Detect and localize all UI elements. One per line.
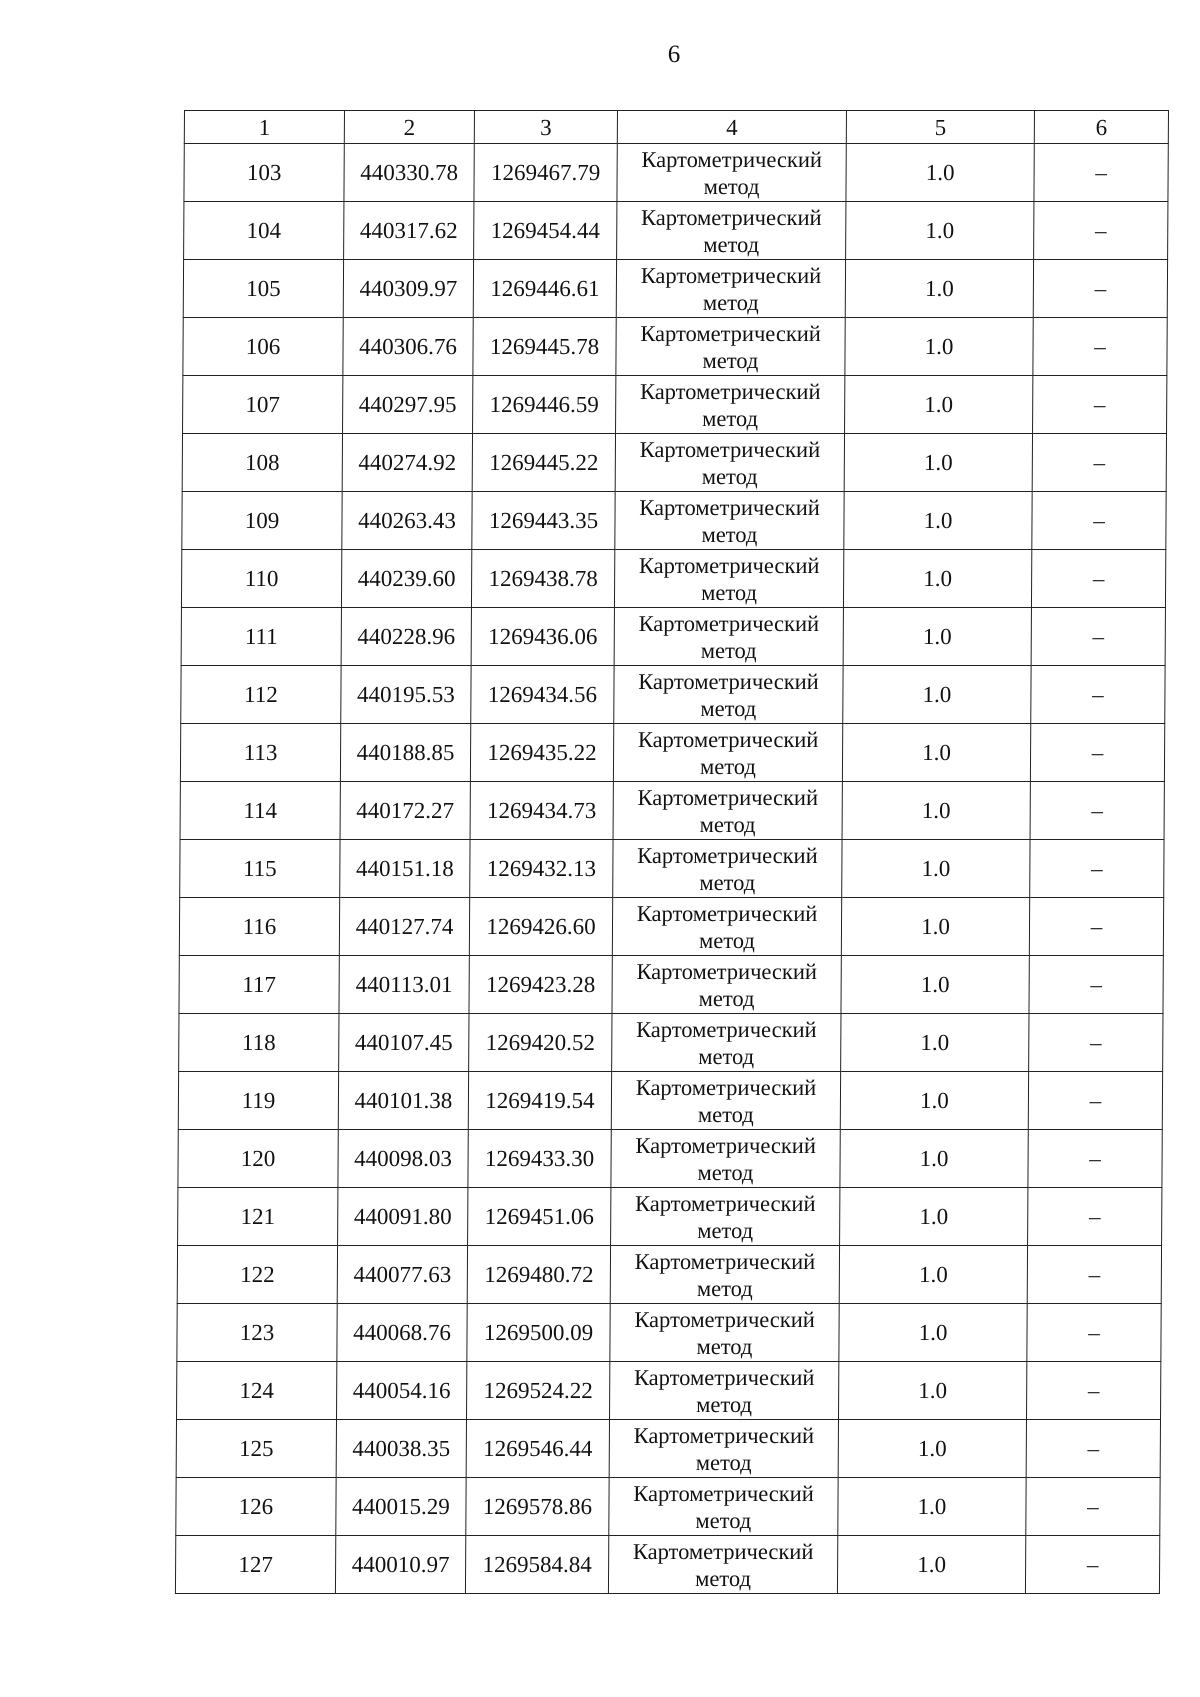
table-row bbox=[180, 782, 1164, 840]
method-cell bbox=[612, 956, 841, 1014]
method-line-1: Картометрический bbox=[632, 1538, 814, 1564]
note-cell: – bbox=[1032, 434, 1166, 492]
column-header-6: 6 bbox=[1034, 111, 1168, 144]
method-line-1: Картометрический bbox=[639, 378, 821, 404]
method-line-1: Картометрический bbox=[639, 436, 821, 462]
page-number: 6 bbox=[667, 41, 681, 68]
accuracy-cell: 1.0 bbox=[846, 202, 1034, 260]
x-coordinate-cell: 440015.29 bbox=[336, 1478, 466, 1536]
point-number-cell: 114 bbox=[180, 782, 340, 840]
point-number-cell: 124 bbox=[177, 1362, 337, 1420]
method-line-1: Картометрический bbox=[638, 610, 820, 636]
x-coordinate-cell: 440239.60 bbox=[341, 550, 471, 608]
table-row bbox=[180, 724, 1164, 782]
method-cell bbox=[614, 608, 843, 666]
method-line-2: метод bbox=[696, 1391, 753, 1417]
y-coordinate-cell: 1269467.79 bbox=[474, 144, 617, 202]
method-line-2: метод bbox=[695, 1507, 752, 1533]
table-row bbox=[177, 1246, 1161, 1304]
x-coordinate-cell: 440054.16 bbox=[337, 1362, 467, 1420]
note-cell: – bbox=[1030, 782, 1164, 840]
method-line-2: метод bbox=[700, 637, 757, 663]
method-cell bbox=[613, 724, 842, 782]
method-line-2: метод bbox=[701, 463, 758, 489]
table-row bbox=[182, 434, 1166, 492]
table-row bbox=[176, 1420, 1160, 1478]
method-cell bbox=[609, 1420, 838, 1478]
method-cell bbox=[610, 1362, 839, 1420]
accuracy-cell: 1.0 bbox=[838, 1478, 1026, 1536]
x-coordinate-cell: 440228.96 bbox=[341, 608, 471, 666]
y-coordinate-cell: 1269434.56 bbox=[471, 666, 614, 724]
x-coordinate-cell: 440098.03 bbox=[338, 1130, 468, 1188]
y-coordinate-cell: 1269434.73 bbox=[470, 782, 613, 840]
note-cell: – bbox=[1031, 608, 1165, 666]
table-row bbox=[181, 550, 1165, 608]
note-cell: – bbox=[1030, 724, 1164, 782]
method-line-1: Картометрический bbox=[634, 1190, 816, 1216]
y-coordinate-cell: 1269524.22 bbox=[467, 1362, 610, 1420]
method-line-2: метод bbox=[700, 695, 757, 721]
table-row bbox=[180, 840, 1164, 898]
method-line-2: метод bbox=[695, 1449, 752, 1475]
x-coordinate-cell: 440107.45 bbox=[339, 1014, 469, 1072]
method-line-1: Картометрический bbox=[641, 146, 823, 172]
accuracy-cell: 1.0 bbox=[839, 1246, 1027, 1304]
accuracy-cell: 1.0 bbox=[840, 1130, 1028, 1188]
note-cell: – bbox=[1032, 492, 1166, 550]
x-coordinate-cell: 440306.76 bbox=[343, 318, 473, 376]
point-number-cell: 109 bbox=[182, 492, 342, 550]
point-number-cell: 103 bbox=[184, 144, 344, 202]
point-number-cell: 105 bbox=[183, 260, 343, 318]
method-line-2: метод bbox=[702, 405, 759, 431]
point-number-cell: 111 bbox=[181, 608, 341, 666]
y-coordinate-cell: 1269435.22 bbox=[470, 724, 613, 782]
x-coordinate-cell: 440068.76 bbox=[337, 1304, 467, 1362]
method-cell bbox=[610, 1246, 839, 1304]
method-line-2: метод bbox=[696, 1275, 753, 1301]
accuracy-cell: 1.0 bbox=[846, 144, 1034, 202]
note-cell: – bbox=[1029, 956, 1163, 1014]
method-cell bbox=[616, 260, 845, 318]
method-line-1: Картометрический bbox=[636, 900, 818, 926]
method-cell bbox=[616, 318, 845, 376]
note-cell: – bbox=[1028, 1188, 1162, 1246]
table-row bbox=[184, 202, 1168, 260]
method-line-1: Картометрический bbox=[636, 958, 818, 984]
note-cell: – bbox=[1033, 376, 1167, 434]
x-coordinate-cell: 440188.85 bbox=[340, 724, 470, 782]
column-header-3: 3 bbox=[474, 111, 617, 144]
method-line-2: метод bbox=[699, 869, 756, 895]
method-cell bbox=[615, 492, 844, 550]
y-coordinate-cell: 1269451.06 bbox=[468, 1188, 611, 1246]
y-coordinate-cell: 1269438.78 bbox=[471, 550, 614, 608]
point-number-cell: 119 bbox=[178, 1072, 338, 1130]
method-line-1: Картометрический bbox=[634, 1248, 816, 1274]
note-cell: – bbox=[1027, 1304, 1161, 1362]
method-cell bbox=[610, 1304, 839, 1362]
y-coordinate-cell: 1269584.84 bbox=[465, 1536, 608, 1594]
table-row bbox=[176, 1478, 1160, 1536]
point-number-cell: 127 bbox=[175, 1536, 335, 1594]
method-cell bbox=[617, 144, 846, 202]
note-cell: – bbox=[1025, 1536, 1159, 1594]
y-coordinate-cell: 1269578.86 bbox=[466, 1478, 609, 1536]
method-line-2: метод bbox=[697, 1159, 754, 1185]
accuracy-cell: 1.0 bbox=[843, 550, 1031, 608]
column-header-5: 5 bbox=[846, 111, 1034, 144]
accuracy-cell: 1.0 bbox=[839, 1362, 1027, 1420]
method-line-1: Картометрический bbox=[637, 726, 819, 752]
y-coordinate-cell: 1269436.06 bbox=[471, 608, 614, 666]
note-cell: – bbox=[1027, 1246, 1161, 1304]
y-coordinate-cell: 1269446.59 bbox=[473, 376, 616, 434]
method-line-1: Картометрический bbox=[641, 204, 822, 230]
method-cell bbox=[616, 376, 845, 434]
method-line-1: Картометрический bbox=[633, 1480, 814, 1506]
method-line-2: метод bbox=[697, 1101, 754, 1127]
method-cell bbox=[617, 202, 846, 260]
note-cell: – bbox=[1029, 898, 1163, 956]
method-line-2: метод bbox=[700, 753, 756, 779]
method-line-1: Картометрический bbox=[633, 1422, 815, 1448]
method-cell bbox=[611, 1188, 840, 1246]
x-coordinate-cell: 440330.78 bbox=[344, 144, 474, 202]
x-coordinate-cell: 440101.38 bbox=[338, 1072, 468, 1130]
table-row bbox=[179, 898, 1163, 956]
method-line-1: Картометрический bbox=[637, 784, 819, 810]
method-line-1: Картометрический bbox=[634, 1306, 815, 1332]
y-coordinate-cell: 1269546.44 bbox=[466, 1420, 609, 1478]
method-cell bbox=[614, 666, 843, 724]
x-coordinate-cell: 440091.80 bbox=[338, 1188, 468, 1246]
method-line-1: Картометрический bbox=[635, 1132, 817, 1158]
y-coordinate-cell: 1269420.52 bbox=[469, 1014, 612, 1072]
note-cell: – bbox=[1027, 1362, 1161, 1420]
y-coordinate-cell: 1269433.30 bbox=[468, 1130, 611, 1188]
x-coordinate-cell: 440113.01 bbox=[339, 956, 469, 1014]
y-coordinate-cell: 1269445.22 bbox=[472, 434, 615, 492]
note-cell: – bbox=[1031, 666, 1165, 724]
accuracy-cell: 1.0 bbox=[840, 1072, 1028, 1130]
accuracy-cell: 1.0 bbox=[839, 1304, 1027, 1362]
accuracy-cell: 1.0 bbox=[844, 434, 1032, 492]
y-coordinate-cell: 1269432.13 bbox=[470, 840, 613, 898]
method-line-2: метод bbox=[702, 347, 759, 373]
method-cell bbox=[611, 1072, 840, 1130]
point-number-cell: 104 bbox=[184, 202, 344, 260]
point-number-cell: 123 bbox=[177, 1304, 337, 1362]
point-number-cell: 108 bbox=[182, 434, 342, 492]
accuracy-cell: 1.0 bbox=[842, 782, 1030, 840]
note-cell: – bbox=[1034, 202, 1168, 260]
method-cell bbox=[612, 898, 841, 956]
accuracy-cell: 1.0 bbox=[837, 1536, 1025, 1594]
x-coordinate-cell: 440274.92 bbox=[342, 434, 472, 492]
method-line-2: метод bbox=[695, 1565, 752, 1591]
x-coordinate-cell: 440151.18 bbox=[340, 840, 470, 898]
note-cell: – bbox=[1028, 1130, 1162, 1188]
table-row bbox=[183, 318, 1167, 376]
accuracy-cell: 1.0 bbox=[844, 492, 1032, 550]
method-line-2: метод bbox=[701, 521, 758, 547]
y-coordinate-cell: 1269445.78 bbox=[473, 318, 616, 376]
method-line-2: метод bbox=[698, 927, 755, 953]
note-cell: – bbox=[1033, 260, 1167, 318]
column-header-1: 1 bbox=[184, 111, 344, 144]
x-coordinate-cell: 440077.63 bbox=[337, 1246, 467, 1304]
accuracy-cell: 1.0 bbox=[842, 840, 1030, 898]
point-number-cell: 121 bbox=[178, 1188, 338, 1246]
point-number-cell: 110 bbox=[181, 550, 341, 608]
method-line-1: Картометрический bbox=[637, 842, 818, 868]
table-row bbox=[178, 1188, 1162, 1246]
accuracy-cell: 1.0 bbox=[843, 666, 1031, 724]
note-cell: – bbox=[1030, 840, 1164, 898]
x-coordinate-cell: 440010.97 bbox=[335, 1536, 465, 1594]
table-row bbox=[182, 492, 1166, 550]
point-number-cell: 118 bbox=[179, 1014, 339, 1072]
method-line-1: Картометрический bbox=[638, 552, 820, 578]
point-number-cell: 122 bbox=[177, 1246, 337, 1304]
coordinates-table bbox=[175, 110, 1169, 1594]
y-coordinate-cell: 1269446.61 bbox=[473, 260, 616, 318]
table-row bbox=[178, 1072, 1162, 1130]
accuracy-cell: 1.0 bbox=[838, 1420, 1026, 1478]
method-line-2: метод bbox=[696, 1333, 753, 1359]
y-coordinate-cell: 1269443.35 bbox=[472, 492, 615, 550]
method-cell bbox=[613, 840, 842, 898]
method-line-1: Картометрический bbox=[639, 494, 820, 520]
point-number-cell: 115 bbox=[180, 840, 340, 898]
accuracy-cell: 1.0 bbox=[845, 318, 1033, 376]
note-cell: – bbox=[1029, 1014, 1163, 1072]
method-line-1: Картометрический bbox=[636, 1016, 817, 1042]
method-line-1: Картометрический bbox=[640, 262, 822, 288]
table-row bbox=[177, 1362, 1161, 1420]
method-line-1: Картометрический bbox=[640, 320, 821, 346]
point-number-cell: 112 bbox=[181, 666, 341, 724]
table-row bbox=[179, 1014, 1163, 1072]
method-line-2: метод bbox=[698, 985, 755, 1011]
note-cell: – bbox=[1034, 144, 1168, 202]
point-number-cell: 117 bbox=[179, 956, 339, 1014]
accuracy-cell: 1.0 bbox=[845, 376, 1033, 434]
accuracy-cell: 1.0 bbox=[843, 608, 1031, 666]
x-coordinate-cell: 440297.95 bbox=[343, 376, 473, 434]
accuracy-cell: 1.0 bbox=[840, 1188, 1028, 1246]
note-cell: – bbox=[1033, 318, 1167, 376]
y-coordinate-cell: 1269426.60 bbox=[469, 898, 612, 956]
method-line-2: метод bbox=[698, 1043, 755, 1069]
accuracy-cell: 1.0 bbox=[845, 260, 1033, 318]
note-cell: – bbox=[1028, 1072, 1162, 1130]
y-coordinate-cell: 1269500.09 bbox=[467, 1304, 610, 1362]
x-coordinate-cell: 440038.35 bbox=[336, 1420, 466, 1478]
method-line-2: метод bbox=[703, 231, 760, 257]
note-cell: – bbox=[1026, 1420, 1160, 1478]
table-row bbox=[183, 376, 1167, 434]
method-cell bbox=[611, 1130, 840, 1188]
method-line-2: метод bbox=[701, 579, 758, 605]
point-number-cell: 126 bbox=[176, 1478, 336, 1536]
note-cell: – bbox=[1026, 1478, 1160, 1536]
column-header-2: 2 bbox=[344, 111, 474, 144]
table-row bbox=[175, 1536, 1159, 1594]
table-row bbox=[178, 1130, 1162, 1188]
method-line-2: метод bbox=[702, 289, 759, 315]
point-number-cell: 120 bbox=[178, 1130, 338, 1188]
point-number-cell: 116 bbox=[179, 898, 339, 956]
accuracy-cell: 1.0 bbox=[841, 1014, 1029, 1072]
table-row bbox=[181, 608, 1165, 666]
table-row bbox=[183, 260, 1167, 318]
y-coordinate-cell: 1269419.54 bbox=[468, 1072, 611, 1130]
table-row bbox=[184, 144, 1168, 202]
x-coordinate-cell: 440309.97 bbox=[343, 260, 473, 318]
method-cell bbox=[612, 1014, 841, 1072]
x-coordinate-cell: 440263.43 bbox=[342, 492, 472, 550]
x-coordinate-cell: 440317.62 bbox=[344, 202, 474, 260]
point-number-cell: 125 bbox=[176, 1420, 336, 1478]
method-line-2: метод bbox=[699, 811, 756, 837]
method-cell bbox=[615, 434, 844, 492]
method-cell bbox=[608, 1536, 837, 1594]
method-line-2: метод bbox=[697, 1217, 754, 1243]
x-coordinate-cell: 440195.53 bbox=[341, 666, 471, 724]
accuracy-cell: 1.0 bbox=[842, 724, 1030, 782]
y-coordinate-cell: 1269454.44 bbox=[474, 202, 617, 260]
header-row bbox=[184, 111, 1168, 144]
column-header-4: 4 bbox=[617, 111, 846, 144]
table-row bbox=[179, 956, 1163, 1014]
method-line-1: Картометрический bbox=[633, 1364, 815, 1390]
y-coordinate-cell: 1269480.72 bbox=[467, 1246, 610, 1304]
point-number-cell: 113 bbox=[180, 724, 340, 782]
y-coordinate-cell: 1269423.28 bbox=[469, 956, 612, 1014]
accuracy-cell: 1.0 bbox=[841, 898, 1029, 956]
accuracy-cell: 1.0 bbox=[841, 956, 1029, 1014]
x-coordinate-cell: 440127.74 bbox=[339, 898, 469, 956]
point-number-cell: 106 bbox=[183, 318, 343, 376]
method-line-1: Картометрический bbox=[635, 1074, 817, 1100]
method-line-1: Картометрический bbox=[638, 668, 819, 694]
method-cell bbox=[614, 550, 843, 608]
point-number-cell: 107 bbox=[183, 376, 343, 434]
note-cell: – bbox=[1031, 550, 1165, 608]
x-coordinate-cell: 440172.27 bbox=[340, 782, 470, 840]
method-cell bbox=[609, 1478, 838, 1536]
table-row bbox=[177, 1304, 1161, 1362]
method-cell bbox=[613, 782, 842, 840]
method-line-2: метод bbox=[703, 173, 760, 199]
table-row bbox=[181, 666, 1165, 724]
